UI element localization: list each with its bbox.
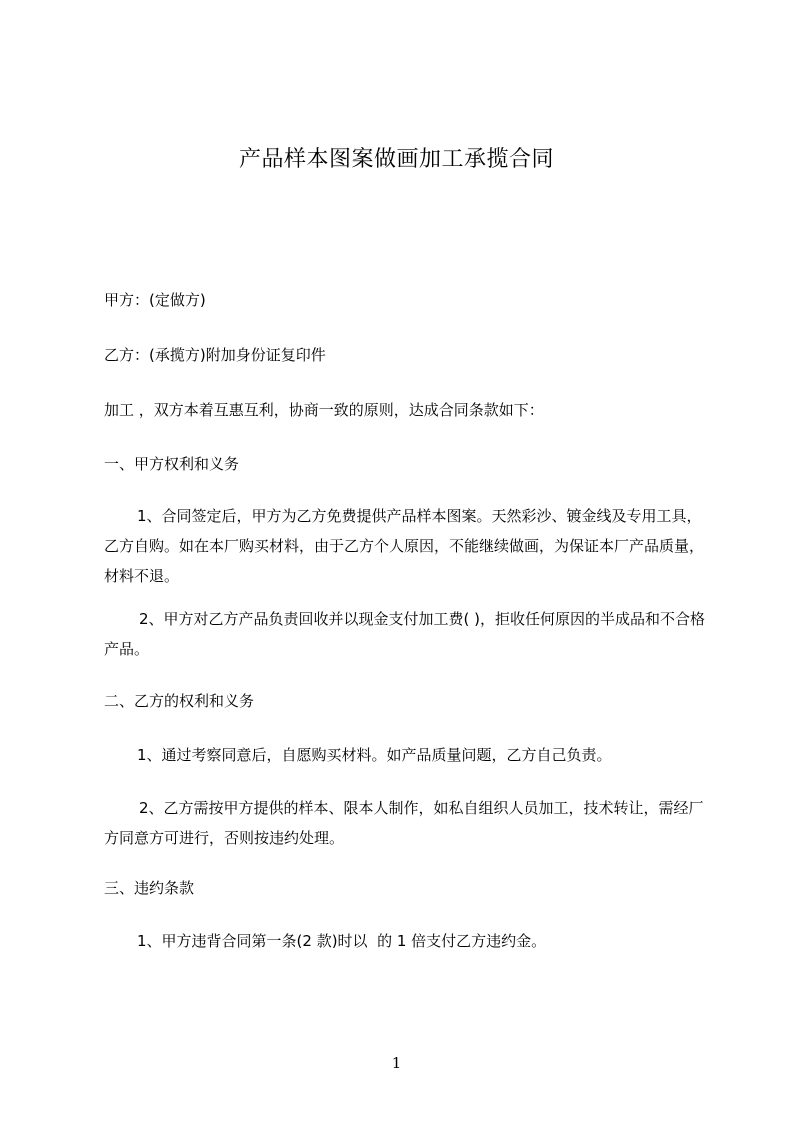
intro-paragraph: 加工 ，双方本着互惠互利，协商一致的原则，达成合同条款如下： (104, 401, 544, 419)
section1-clause2: 2、甲方对乙方产品负责回收并以现金支付加工费( )，拒收任何原因的半成品和不合格产品。 (104, 610, 706, 658)
section2-clause2: 2、乙方需按甲方提供的样本、限本人制作，如私自组织人员加工，技术转让，需经厂方同意方可进行，否则按违约处理。 (104, 799, 704, 847)
page-number: 1 (391, 1054, 402, 1072)
section3-heading: 三、违约条款 (104, 879, 195, 897)
section2-heading: 二、乙方的权利和义务 (104, 692, 255, 710)
section3-clause1: 1、甲方违背合同第一条(2 款)时以 的 1 倍支付乙方违约金。 (137, 932, 547, 950)
section2-clause1: 1、通过考察同意后，自愿购买材料。如产品质量问题，乙方自己负责。 (137, 746, 612, 764)
document-title: 产品样本图案做画加工承揽合同 (238, 147, 554, 172)
party-a-line: 甲方：(定做方) (104, 291, 206, 309)
section1-clause1: 1、合同签定后，甲方为乙方免费提供产品样本图案。天然彩沙、镀金线及专用工具，乙方自购。如在本厂购买材料，由于乙方个人原因，不能继续做画，为保证本厂产品质量，材料不退。 (104, 507, 705, 585)
section1-heading: 一、甲方权利和义务 (104, 455, 240, 473)
party-b-line: 乙方：(承揽方)附加身份证复印件 (104, 346, 326, 364)
